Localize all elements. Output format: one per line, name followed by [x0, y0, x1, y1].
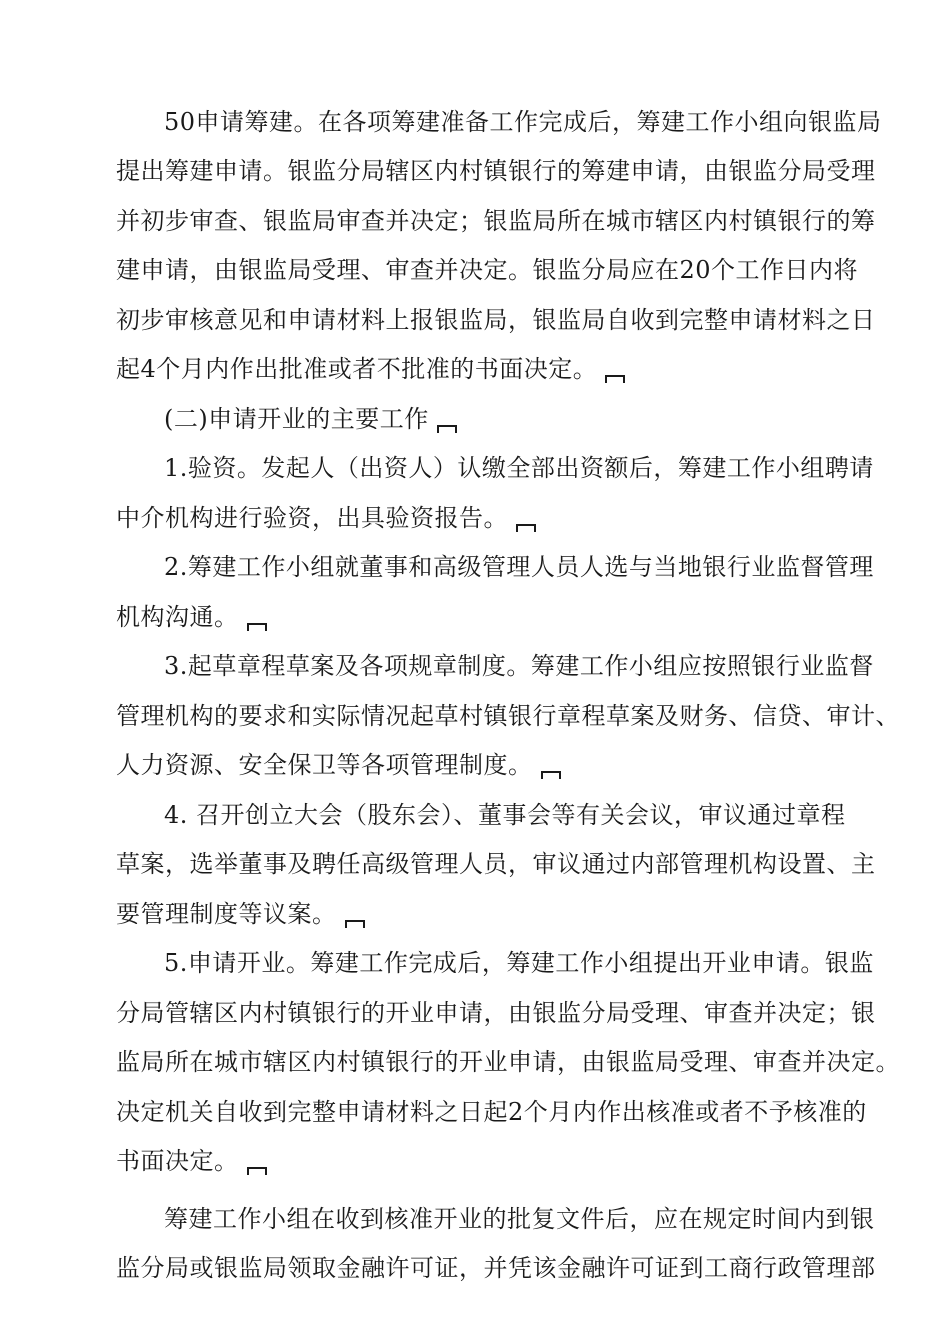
paragraph-line: 人力资源、安全保卫等各项管理制度。 [116, 749, 561, 781]
paragraph-mark-icon [345, 920, 365, 928]
paragraph-line: 要管理制度等议案。 [116, 898, 365, 930]
paragraph-line: 起4个月内作出批准或者不批准的书面决定。 [116, 353, 625, 385]
paragraph-line: 机构沟通。 [116, 601, 267, 633]
paragraph-line: 建申请，由银监局受理、审查并决定。银监分局应在20个工作日内将 [116, 256, 859, 284]
paragraph-mark-icon [247, 623, 267, 631]
paragraph-line: 并初步审查、银监局审查并决定；银监局所在城市辖区内村镇银行的筹 [116, 207, 876, 235]
paragraph-line: 分局管辖区内村镇银行的开业申请，由银监分局受理、审查并决定；银 [116, 999, 876, 1027]
paragraph-mark-icon [605, 375, 625, 383]
paragraph-line: 提出筹建申请。银监分局辖区内村镇银行的筹建申请，由银监分局受理 [116, 157, 876, 185]
paragraph-line: 管理机构的要求和实际情况起草村镇银行章程草案及财务、信贷、审计、 [116, 702, 900, 730]
paragraph-line: 书面决定。 [116, 1145, 267, 1177]
paragraph-mark-icon [437, 425, 457, 433]
paragraph-line: 初步审核意见和申请材料上报银监局，银监局自收到完整申请材料之日 [116, 306, 876, 334]
paragraph-line: 5.申请开业。筹建工作完成后，筹建工作小组提出开业申请。银监 [164, 949, 874, 977]
paragraph-line: 中介机构进行验资，出具验资报告。 [116, 502, 536, 534]
paragraph-line: 筹建工作小组在收到核准开业的批复文件后，应在规定时间内到银 [164, 1205, 875, 1233]
paragraph-line: 监分局或银监局领取金融许可证，并凭该金融许可证到工商行政管理部 [116, 1254, 876, 1282]
paragraph-line: 监局所在城市辖区内村镇银行的开业申请，由银监局受理、审查并决定。 [116, 1048, 900, 1076]
paragraph-mark-icon [541, 771, 561, 779]
paragraph-line: 1.验资。发起人（出资人）认缴全部出资额后，筹建工作小组聘请 [164, 454, 874, 482]
paragraph-line: 2.筹建工作小组就董事和高级管理人员人选与当地银行业监督管理 [164, 553, 874, 581]
paragraph-line: 4. 召开创立大会（股东会）、董事会等有关会议，审议通过章程 [164, 801, 846, 829]
paragraph-line: 3.起草章程草案及各项规章制度。筹建工作小组应按照银行业监督 [164, 652, 874, 680]
section-heading: (二)申请开业的主要工作 [164, 403, 457, 435]
paragraph-mark-icon [247, 1167, 267, 1175]
paragraph-line: 草案，选举董事及聘任高级管理人员，审议通过内部管理机构设置、主 [116, 850, 876, 878]
paragraph-line: 50申请筹建。在各项筹建准备工作完成后，筹建工作小组向银监局 [164, 108, 882, 136]
paragraph-line: 决定机关自收到完整申请材料之日起2个月内作出核准或者不予核准的 [116, 1098, 867, 1126]
paragraph-mark-icon [516, 524, 536, 532]
